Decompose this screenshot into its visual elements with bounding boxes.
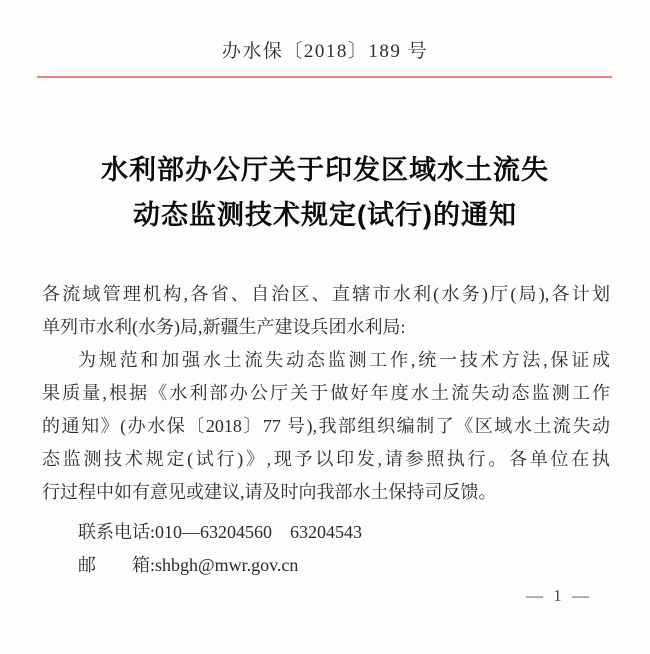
addressee-line-1: 各流域管理机构,各省、自治区、直辖市水利(水务)厅(局),各计划 <box>42 284 610 304</box>
document-title <box>40 148 610 238</box>
document-body <box>42 278 610 582</box>
body-line-3: 的通知》(办水保〔2018〕77 号),我部组织编制了《区域水土流失动 <box>42 416 610 436</box>
body-line-5: 行过程中如有意见或建议,请及时向我部水土保持司反馈。 <box>42 482 497 502</box>
addressee-line-2: 单列市水利(水务)局,新疆生产建设兵团水利局: <box>42 317 406 337</box>
contact-email-line: 邮 箱:shbgh@mwr.gov.cn <box>78 555 299 575</box>
body-line-1: 为规范和加强水土流失动态监测工作,统一技术方法,保证成 <box>78 350 610 370</box>
title-line-2: 动态监测技术规定(试行)的通知 <box>133 200 517 230</box>
title-line-1: 水利部办公厅关于印发区域水土流失 <box>101 155 549 185</box>
red-divider-rule <box>37 76 612 78</box>
contact-phone-line: 联系电话:010—63204560 63204543 <box>78 522 363 542</box>
doc-number: 办水保〔2018〕189 号 <box>221 41 429 62</box>
body-line-2: 果质量,根据《水利部办公厅关于做好年度水土流失动态监测工作 <box>42 383 610 403</box>
page-number: — 1 — <box>526 586 592 605</box>
body-line-4: 态监测技术规定(试行)》,现予以印发,请参照执行。各单位在执 <box>42 449 610 469</box>
